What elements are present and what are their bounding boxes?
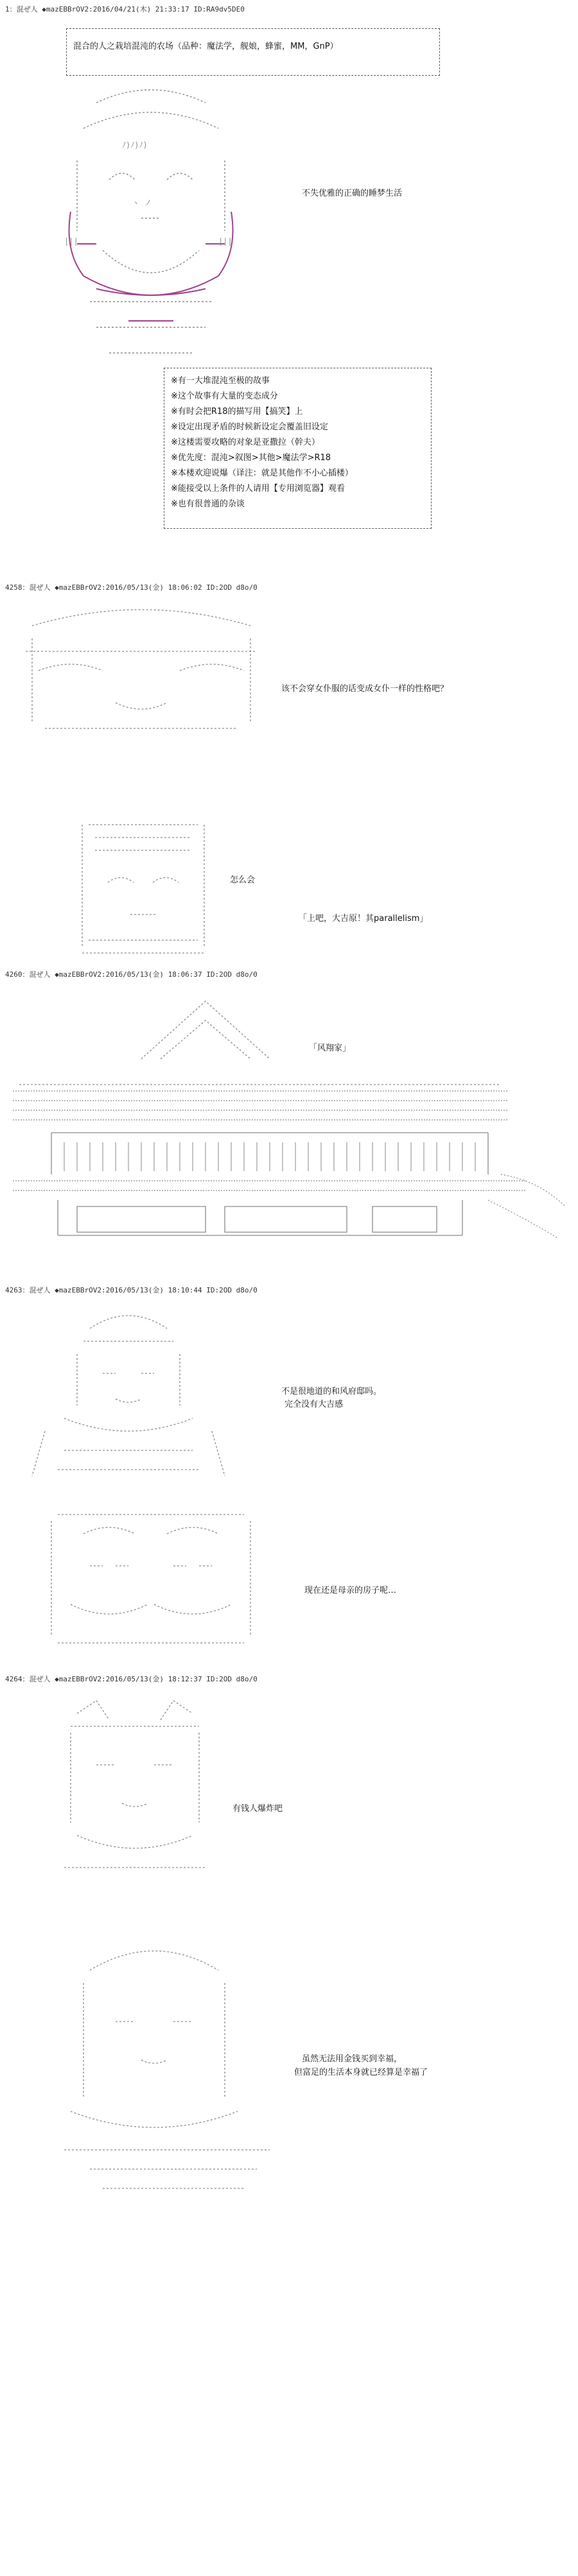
ascii-art-two-figures [45, 1495, 257, 1656]
rule-item: ※这个故事有大量的变态成分 [171, 391, 278, 401]
dialogue-line: 有钱人爆炸吧 [232, 1804, 283, 1814]
ascii-art-face [58, 83, 244, 366]
dialogue-line: 怎么会 [230, 875, 256, 885]
ascii-art-boy [51, 1694, 218, 1880]
svg-text:|||: ||| [218, 237, 232, 246]
post-header-1: 1：混ぜ人 ◆mazEBBrOV2:2016/04/21(木) 21:33:17 ID:RA9dv5DE0 [5, 5, 245, 13]
rule-item: ※本楼欢迎说爆（译注：就是其他作不小心插楼） [171, 468, 353, 478]
post-header-4260: 4260：混ぜ人 ◆mazEBBrOV2:2016/05/13(金) 18:06:37 ID:2OD d8o/0 [5, 970, 258, 979]
svg-text:|||: ||| [64, 237, 78, 246]
dialogue-line: 现在还是母亲的房子呢… [304, 1586, 397, 1595]
dialogue-line: 不是很地道的和风府邸吗。 [281, 1387, 382, 1396]
ascii-art-house [13, 988, 572, 1245]
dialogue-line: 「上吧，大吉原！其parallelism」 [299, 914, 428, 923]
dialogue-line: 完全没有大吉感 [285, 1400, 344, 1409]
post-header-4258: 4258：混ぜ人 ◆mazEBBrOV2:2016/05/13(金) 18:06:02 ID:2OD d8o/0 [5, 583, 258, 592]
intro-subtitle: 不失优雅的正确的睡梦生活 [302, 189, 403, 198]
ascii-art-girl [69, 812, 217, 959]
rule-item: ※设定出现矛盾的时候新设定会覆盖旧设定 [171, 422, 328, 432]
rule-item: ※优先度：混沌>叙图>其他>魔法学>R18 [171, 453, 331, 463]
rule-item: ※有一大堆混沌至极的故事 [171, 376, 270, 386]
svg-text:ヽ ノ: ヽ ノ [132, 198, 152, 207]
dialogue-line: 该不会穿女仆服的话变成女仆一样的性格吧？ [281, 684, 449, 694]
location-label: 「风翔家」 [309, 1043, 351, 1053]
post-header-4263: 4263：混ぜ人 ◆mazEBBrOV2:2016/05/13(金) 18:10:44 ID:2OD d8o/0 [5, 1286, 258, 1294]
dialogue-line: 但富足的生活本身就已经算是幸福了 [294, 2068, 428, 2077]
post-header-4264: 4264：混ぜ人 ◆mazEBBrOV2:2016/05/13(金) 18:12:37 ID:2OD d8o/0 [5, 1675, 258, 1683]
svg-text:ﾉ)ﾉ)ﾉ): ﾉ)ﾉ)ﾉ) [122, 141, 148, 150]
ascii-art-figure [26, 1303, 231, 1482]
intro-title: 混合的人之栽培混沌的农场（品种：魔法学，舰娘，蜂蜜，MM，GnP） [73, 42, 338, 51]
intro-title-box [66, 28, 440, 76]
rules-box [164, 368, 432, 529]
rule-item: ※能接受以上条件的人请用【专用浏览器】观看 [171, 484, 345, 494]
rule-item: ※也有很普通的杂谈 [171, 499, 245, 509]
dialogue-line: 虽然无法用金钱买到幸福， [302, 2054, 403, 2064]
rules-list [171, 374, 425, 512]
ascii-art-lady [51, 1938, 283, 2208]
rule-item: ※这楼需要攻略的对象是亚撒拉（幹夫） [171, 438, 320, 447]
rule-item: ※有时会把R18的描写用【搞笑】上 [171, 407, 303, 416]
ascii-art-maid [19, 600, 263, 741]
